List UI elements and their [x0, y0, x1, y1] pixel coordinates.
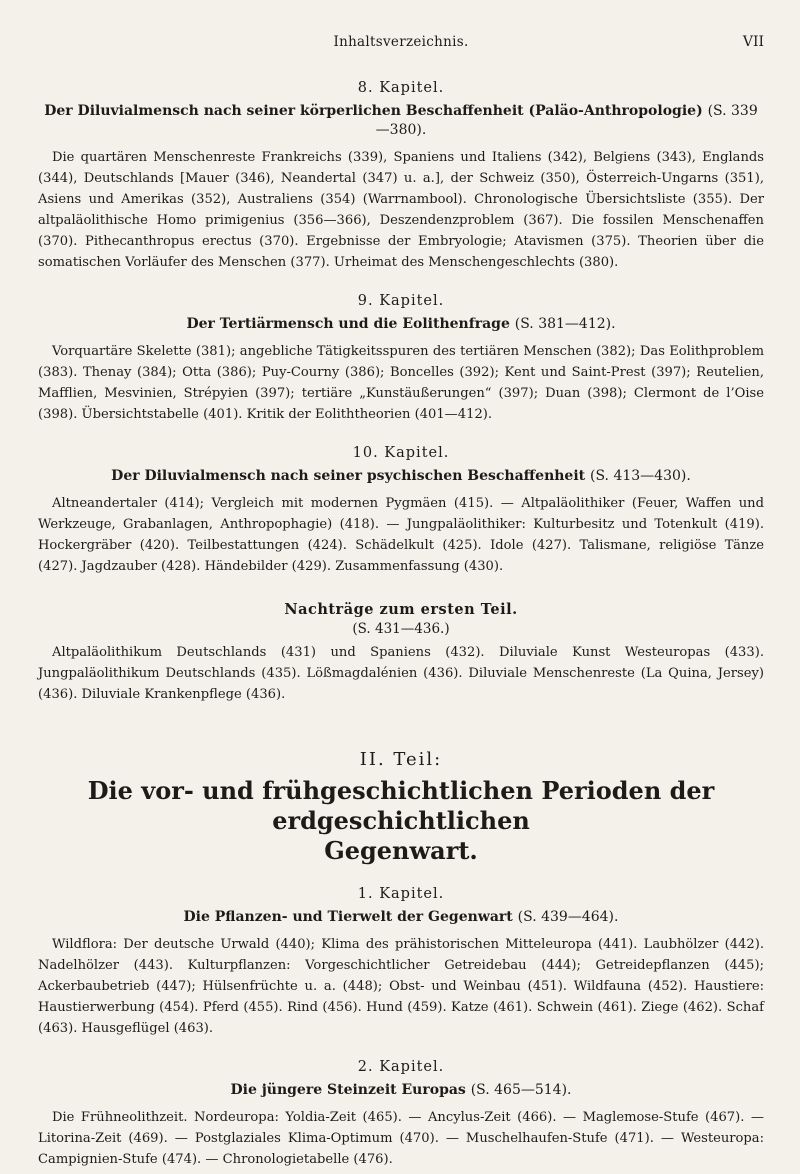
part-two-chapter-2-pages: (S. 465—514).	[470, 1082, 572, 1098]
part-two-chapter-2-title	[38, 1081, 764, 1100]
chapter-10-title-text: Der Diluvialmensch nach seiner psychischen Beschaffenheit	[111, 468, 586, 484]
chapter-9-pages: (S. 381—412).	[514, 316, 616, 332]
appendix-heading: Nachträge zum ersten Teil.	[284, 601, 518, 618]
part-two-chapter-1-title-text: Die Pflanzen- und Tierwelt der Gegenwart	[183, 909, 513, 925]
chapter-10-body: Altneandertaler (414); Vergleich mit modernen Pygmäen (415). — Altpaläolithiker (Feuer, Waffen und Werkzeuge, Grabanlagen, Anthropophagie) (418). — Jungpaläolithiker: Kulturbesitz und Totenkult (419). Hockergräber (420). Teilbestattungen (424). Schädelkult (425). Idole (427). Talismane, religiöse Tänze (427). Jagdzauber (428). Händebilder (429). Zusammenfassung (430).	[38, 496, 764, 574]
chapter-8-title-text: Der Diluvialmensch nach seiner körperlichen Beschaffenheit (Paläo-Anthropologie)	[44, 103, 703, 119]
running-head	[38, 34, 764, 60]
chapter-8-pages: (S. 339—380).	[375, 103, 758, 138]
appendix-body: Altpaläolithikum Deutschlands (431) und Spaniens (432). Diluviale Kunst Westeuropas (433). Jungpaläolithikum Deutschlands (435). Lößmagdalénien (436). Diluviale Menschenreste (La Quina, Jersey) (436). Diluviale Krankenpflege (436).	[38, 645, 764, 702]
chapter-10-title	[38, 467, 764, 486]
part-two-title-line2: Gegenwart.	[324, 836, 478, 865]
appendix-pages: (S. 431—436.)	[352, 621, 450, 637]
page-number: VII	[742, 34, 764, 50]
part-two-chapter-2-body: Die Frühneolithzeit. Nordeuropa: Yoldia-Zeit (465). — Ancylus-Zeit (466). — Maglemose-Stufe (467). — Litorina-Zeit (469). — Postglaziales Klima-Optimum (470). — Muschelhaufen-Stufe (471). — Westeuropa: Campignien-Stufe (474). — Chronologietabelle (476).	[38, 1110, 764, 1167]
part-two-title	[38, 776, 764, 866]
part-two-chapter-2-heading: 2. Kapitel.	[357, 1059, 445, 1075]
part-two-title-line1: Die vor- und frühgeschichtlichen Perioden der erdgeschichtlichen	[87, 776, 715, 835]
chapter-8-heading: 8. Kapitel.	[357, 80, 445, 96]
chapter-9-title	[38, 315, 764, 334]
chapter-9-heading: 9. Kapitel.	[357, 293, 445, 309]
chapter-10-pages: (S. 413—430).	[590, 468, 691, 484]
part-two-chapter-1-pages: (S. 439—464).	[517, 909, 619, 925]
chapter-8-title	[38, 102, 764, 140]
part-two-chapter-1-heading: 1. Kapitel.	[357, 886, 445, 902]
chapter-9-body: Vorquartäre Skelette (381); angebliche Tätigkeitsspuren des tertiären Menschen (382); Das Eolithproblem (383). Thenay (384); Otta (386); Puy-Courny (386); Boncelles (392); Kent und Saint-Prest (397); Reutelien, Mafflien, Mesvinien, Strépyien (397); tertiäre „Kunstäußerungen“ (397); Duan (398); Clermont de l’Oise (398). Übersichtstabelle (401). Kritik der Eoliththeorien (401—412).	[38, 344, 764, 422]
chapter-10-heading: 10. Kapitel.	[352, 445, 450, 461]
part-two-chapter-2-title-text: Die jüngere Steinzeit Europas	[230, 1082, 466, 1098]
part-two-heading: II. Teil:	[359, 749, 443, 770]
part-two-chapter-1-title	[38, 908, 764, 927]
chapter-8-body: Die quartären Menschenreste Frankreichs (339), Spaniens und Italiens (342), Belgiens (343), Englands (344), Deutschlands [Mauer (346), Neandertal (347) u. a.], der Schweiz (350), Österreich-Ungarns (351), Asiens und Amerikas (352), Australiens (354) (Warrnambool). Chronologische Übersichtsliste (355). Der altpaläolithische Homo primigenius (356—366), Deszendenzproblem (367). Die fossilen Menschenaffen (370). Pithecanthropus erectus (370). Ergebnisse der Embryologie; Atavismen (375). Theorien über die somatischen Vorläufer des Menschen (377). Urheimat des Menschengeschlechts (380).	[38, 150, 764, 270]
chapter-9-title-text: Der Tertiärmensch und die Eolithenfrage	[186, 316, 510, 332]
running-title: Inhaltsverzeichnis.	[333, 34, 469, 50]
part-two-chapter-1-body: Wildflora: Der deutsche Urwald (440); Klima des prähistorischen Mitteleuropa (441). Laubhölzer (442). Nadelhölzer (443). Kulturpflanzen: Vorgeschichtlicher Getreidebau (444); Getreidepflanzen (445); Ackerbaubetrieb (447); Hülsenfrüchte u. a. (448); Obst- und Weinbau (451). Wildfauna (452). Haustiere: Haustierwerbung (454). Pferd (455). Rind (456). Hund (459). Katze (461). Schwein (461). Ziege (462). Schaf (463). Hausgeflügel (463).	[38, 937, 764, 1036]
